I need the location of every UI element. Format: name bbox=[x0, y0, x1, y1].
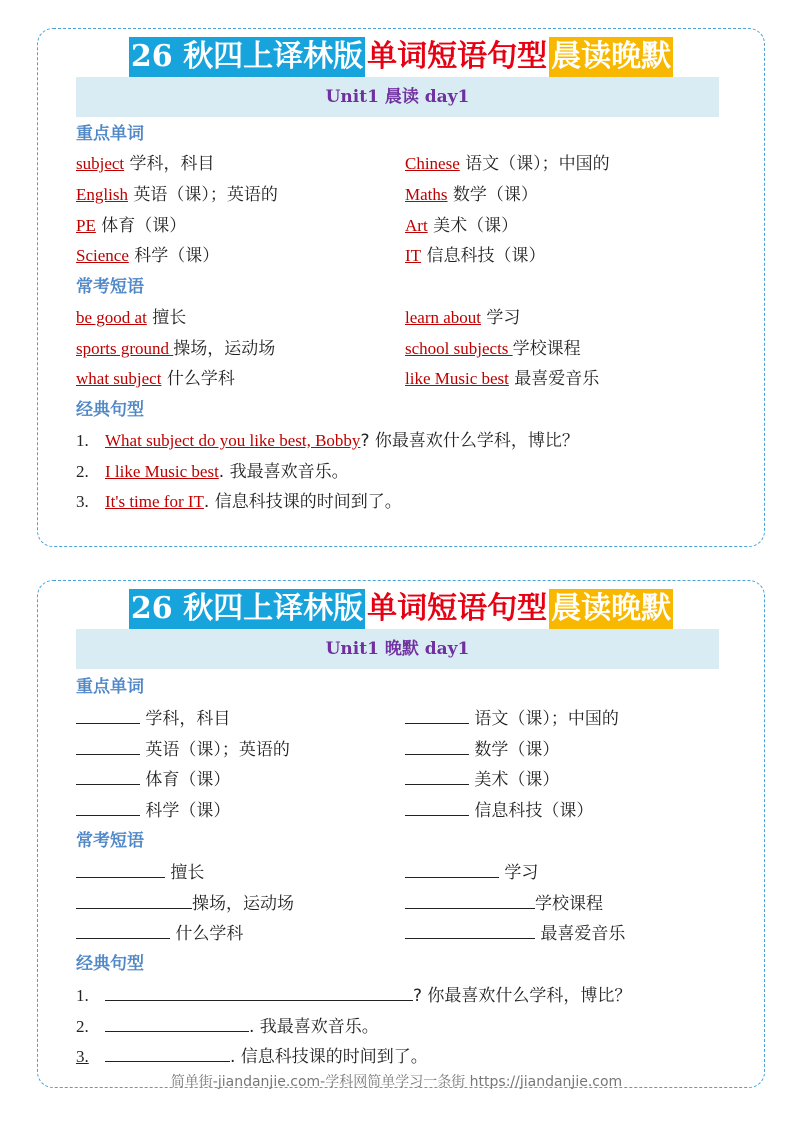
word-zh: 语文（课）；中国的 bbox=[469, 709, 619, 729]
sentence-number: 1. bbox=[76, 431, 89, 450]
word-zh: 数学（课） bbox=[447, 185, 538, 205]
sentence-row bbox=[76, 430, 579, 452]
phrases-heading: 常考短语 bbox=[76, 277, 144, 297]
answer-blank[interactable] bbox=[405, 922, 535, 939]
answer-blank[interactable] bbox=[405, 861, 499, 878]
sentence-row bbox=[76, 984, 631, 1007]
phrase-row bbox=[76, 307, 186, 329]
morning-reading-card bbox=[37, 28, 765, 547]
words-heading: 重点单词 bbox=[76, 124, 144, 144]
answer-blank[interactable] bbox=[405, 799, 469, 816]
word-zh: 英语（课）；英语的 bbox=[140, 740, 290, 760]
answer-blank[interactable] bbox=[405, 892, 535, 909]
answer-blank[interactable] bbox=[105, 1015, 249, 1032]
word-zh: 科学（课） bbox=[128, 246, 220, 266]
sentence-en: What subject do you like best, Bobby bbox=[105, 431, 361, 450]
phrase-row bbox=[405, 307, 520, 329]
word-zh: 体育（课） bbox=[95, 216, 187, 236]
word-zh: 信息科技（课） bbox=[469, 801, 594, 821]
phrase-zh: 学校课程 bbox=[512, 339, 581, 359]
phrase-row bbox=[76, 922, 243, 945]
sentence-zh: . 信息科技课的时间到了。 bbox=[230, 1047, 428, 1067]
phrase-en: what subject bbox=[76, 369, 162, 388]
sentence-number: 3. bbox=[76, 1047, 89, 1066]
sentence-number: 1. bbox=[76, 986, 89, 1005]
title-part-2: 单词短语句型 bbox=[367, 39, 548, 74]
sentence-en: I like Music best bbox=[105, 462, 219, 481]
phrase-row bbox=[405, 892, 603, 915]
sentence-number: 2. bbox=[76, 462, 89, 481]
phrase-zh: 什么学科 bbox=[170, 924, 244, 944]
word-en: Science bbox=[76, 246, 129, 265]
word-zh: 学科，科目 bbox=[140, 709, 231, 729]
word-row bbox=[405, 707, 619, 730]
word-row bbox=[76, 799, 230, 822]
phrase-zh: 最喜爱音乐 bbox=[508, 369, 600, 389]
phrase-zh: 学校课程 bbox=[535, 894, 603, 914]
phrase-zh: 学习 bbox=[499, 863, 539, 883]
sentence-row bbox=[76, 1045, 428, 1068]
phrase-row bbox=[76, 368, 235, 390]
word-zh: 体育（课） bbox=[140, 770, 231, 790]
answer-blank[interactable] bbox=[405, 738, 469, 755]
word-row bbox=[405, 768, 559, 791]
phrase-zh: 最喜爱音乐 bbox=[535, 924, 626, 944]
word-zh: 数学（课） bbox=[469, 740, 560, 760]
phrase-en: be good at bbox=[76, 308, 147, 327]
word-zh: 学科，科目 bbox=[124, 154, 215, 174]
phrase-zh: 擅长 bbox=[146, 308, 187, 328]
answer-blank[interactable] bbox=[76, 738, 140, 755]
answer-blank[interactable] bbox=[76, 892, 192, 909]
word-zh: 信息科技（课） bbox=[421, 246, 546, 266]
word-row bbox=[76, 215, 186, 237]
phrase-en: like Music best bbox=[405, 369, 509, 388]
phrase-en: sports ground bbox=[76, 339, 174, 358]
word-row bbox=[76, 245, 219, 267]
answer-blank[interactable] bbox=[76, 799, 140, 816]
answer-blank[interactable] bbox=[76, 922, 170, 939]
phrase-zh: 什么学科 bbox=[161, 369, 235, 389]
sentence-row bbox=[76, 461, 349, 483]
sentences-heading: 经典句型 bbox=[76, 954, 144, 974]
word-row bbox=[76, 768, 230, 791]
word-row bbox=[405, 153, 610, 175]
word-en: Chinese bbox=[405, 154, 460, 173]
phrase-row bbox=[76, 861, 204, 884]
phrase-row bbox=[405, 861, 538, 884]
answer-blank[interactable] bbox=[76, 861, 165, 878]
word-zh: 英语（课）；英语的 bbox=[127, 185, 278, 205]
sentence-row bbox=[76, 1015, 379, 1038]
word-zh: 美术（课） bbox=[427, 216, 519, 236]
words-heading: 重点单词 bbox=[76, 677, 144, 697]
word-en: subject bbox=[76, 154, 125, 173]
word-zh: 美术（课） bbox=[469, 770, 560, 790]
word-row bbox=[405, 799, 593, 822]
phrase-row bbox=[405, 338, 581, 360]
word-en: PE bbox=[76, 216, 96, 235]
phrase-en: school subjects bbox=[405, 339, 513, 358]
answer-blank[interactable] bbox=[105, 1045, 230, 1062]
word-row bbox=[76, 738, 290, 761]
subtitle-bar: Unit1 晨读 day1 bbox=[76, 77, 719, 117]
sentence-zh: . 我最喜欢音乐。 bbox=[249, 1017, 379, 1037]
title-part-2: 单词短语句型 bbox=[367, 591, 548, 626]
phrase-zh: 操场，运动场 bbox=[173, 339, 276, 359]
footer-watermark: 简单街-jiandanjie.com-学科网简单学习一条街 https://jiandanjie.com bbox=[170, 1074, 623, 1090]
word-en: Maths bbox=[405, 185, 448, 204]
subtitle-bar: Unit1 晚默 day1 bbox=[76, 629, 719, 669]
card-title bbox=[38, 37, 764, 77]
sentences-heading: 经典句型 bbox=[76, 400, 144, 420]
sentence-zh: . 信息科技课的时间到了。 bbox=[203, 492, 402, 512]
card-title bbox=[38, 589, 764, 629]
phrase-row bbox=[405, 368, 599, 390]
sentence-row bbox=[76, 491, 402, 513]
evening-dictation-card bbox=[37, 580, 765, 1088]
answer-blank[interactable] bbox=[76, 707, 140, 724]
phrase-row bbox=[76, 338, 275, 360]
word-row bbox=[405, 245, 545, 267]
title-part-1: 26 秋四上译林版 bbox=[129, 589, 365, 629]
phrase-row bbox=[76, 892, 294, 915]
word-zh: 语文（课）；中国的 bbox=[459, 154, 610, 174]
phrase-row bbox=[405, 922, 625, 945]
word-en: IT bbox=[405, 246, 422, 265]
answer-blank[interactable] bbox=[405, 707, 469, 724]
phrases-heading: 常考短语 bbox=[76, 831, 144, 851]
title-part-1: 26 秋四上译林版 bbox=[129, 37, 365, 77]
word-en: Art bbox=[405, 216, 428, 235]
word-row bbox=[405, 184, 538, 206]
word-row bbox=[405, 738, 559, 761]
phrase-zh: 操场，运动场 bbox=[192, 894, 294, 914]
title-part-3: 晨读晚默 bbox=[549, 589, 673, 629]
phrase-zh: 学习 bbox=[481, 308, 521, 328]
word-row bbox=[76, 153, 215, 175]
word-row bbox=[405, 215, 518, 237]
sentence-number: 3. bbox=[76, 492, 89, 511]
word-en: English bbox=[76, 185, 128, 204]
word-row bbox=[76, 707, 230, 730]
sentence-zh: . 我最喜欢音乐。 bbox=[218, 462, 349, 482]
sentence-number: 2. bbox=[76, 1017, 89, 1036]
sentence-en: It's time for IT bbox=[105, 492, 204, 511]
title-part-3: 晨读晚默 bbox=[549, 37, 673, 77]
phrase-en: learn about bbox=[405, 308, 481, 327]
answer-blank[interactable] bbox=[405, 768, 469, 785]
word-row bbox=[76, 184, 278, 206]
answer-blank[interactable] bbox=[76, 768, 140, 785]
sentence-zh: ? 你最喜欢什么学科，博比？ bbox=[360, 431, 579, 451]
answer-blank[interactable] bbox=[105, 984, 413, 1001]
phrase-zh: 擅长 bbox=[165, 863, 205, 883]
word-zh: 科学（课） bbox=[140, 801, 231, 821]
sentence-zh: ? 你最喜欢什么学科，博比？ bbox=[413, 986, 632, 1006]
